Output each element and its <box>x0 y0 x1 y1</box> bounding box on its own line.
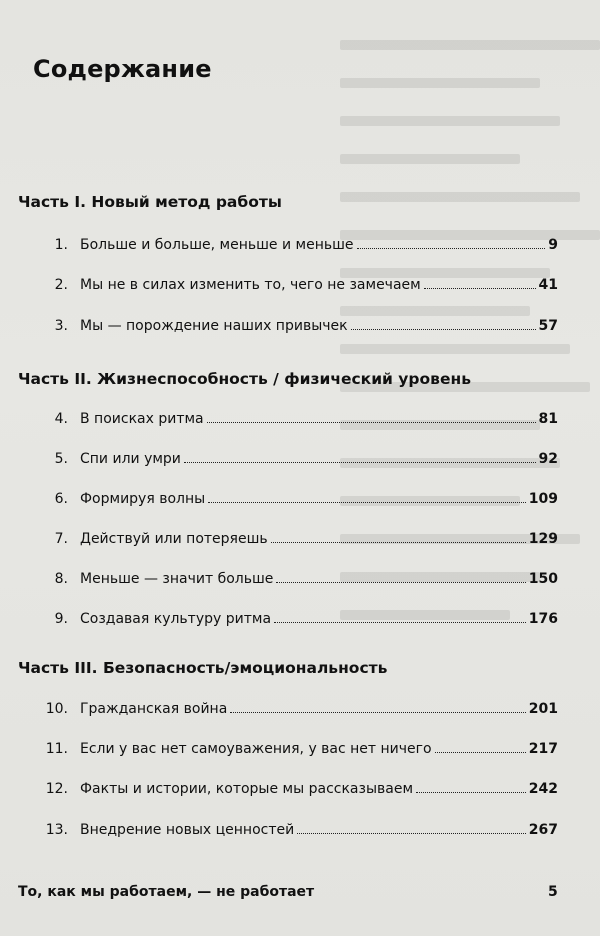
leader-dots <box>424 288 536 289</box>
leader-dots <box>351 329 536 330</box>
running-title: То, как мы работаем, — не работает <box>18 884 315 900</box>
part-heading: Часть II. Жизнеспособность / физический уровень <box>18 370 471 388</box>
entry-title: Спи или умри <box>80 451 181 467</box>
entry-title: Больше и больше, меньше и меньше <box>80 237 354 253</box>
toc-entry[interactable] <box>18 485 558 507</box>
entry-number: 6. <box>54 491 68 507</box>
entry-page: 242 <box>528 781 558 797</box>
entry-page: 9 <box>548 237 558 253</box>
leader-dots <box>276 582 525 583</box>
entry-page: 129 <box>528 531 558 547</box>
entry-number: 9. <box>54 611 68 627</box>
leader-dots <box>208 502 526 503</box>
toc-entry[interactable] <box>18 405 558 427</box>
entry-page: 217 <box>528 741 558 757</box>
entry-page: 201 <box>528 701 558 717</box>
entry-title: Если у вас нет самоуважения, у вас нет ничего <box>80 741 432 757</box>
entry-title: Действуй или потеряешь <box>80 531 268 547</box>
toc-entry[interactable] <box>18 565 558 587</box>
entry-number: 10. <box>45 701 68 717</box>
part-heading: Часть III. Безопасность/эмоциональность <box>18 659 388 677</box>
entry-number: 4. <box>54 411 68 427</box>
entry-title: Формируя волны <box>80 491 206 507</box>
leader-dots <box>184 462 536 463</box>
entry-title: Гражданская война <box>80 701 228 717</box>
entry-number: 5. <box>54 451 68 467</box>
leader-dots <box>416 792 526 793</box>
toc-entry[interactable] <box>18 231 558 253</box>
entry-page: 57 <box>538 318 558 334</box>
leader-dots <box>435 752 526 753</box>
leader-dots <box>274 622 526 623</box>
toc-entry[interactable] <box>18 816 558 838</box>
leader-dots <box>207 422 536 423</box>
entry-page: 109 <box>528 491 558 507</box>
entry-number: 13. <box>45 822 68 838</box>
entry-page: 176 <box>528 611 558 627</box>
entry-title: Создавая культуру ритма <box>80 611 272 627</box>
entry-title: Мы не в силах изменить то, чего не замечаем <box>80 277 421 293</box>
toc-entry[interactable] <box>18 445 558 467</box>
toc-entry[interactable] <box>18 605 558 627</box>
leader-dots <box>230 712 525 713</box>
entry-page: 41 <box>538 277 558 293</box>
toc-entry[interactable] <box>18 695 558 717</box>
entry-page: 81 <box>538 411 558 427</box>
entry-page: 92 <box>538 451 558 467</box>
entry-number: 2. <box>54 277 68 293</box>
toc-entry[interactable] <box>18 525 558 547</box>
entry-title: В поисках ритма <box>80 411 204 427</box>
entry-number: 11. <box>45 741 68 757</box>
entry-number: 8. <box>54 571 68 587</box>
toc-title: Содержание <box>33 55 212 83</box>
entry-number: 3. <box>54 318 68 334</box>
entry-page: 150 <box>528 571 558 587</box>
entry-number: 1. <box>54 237 68 253</box>
folio-page-number: 5 <box>548 884 558 900</box>
entry-number: 7. <box>54 531 68 547</box>
entry-title: Факты и истории, которые мы рассказываем <box>80 781 414 797</box>
entry-title: Мы — порождение наших привычек <box>80 318 348 334</box>
leader-dots <box>357 248 546 249</box>
entry-title: Меньше — значит больше <box>80 571 274 587</box>
toc-entry[interactable] <box>18 271 558 293</box>
entry-page: 267 <box>528 822 558 838</box>
entry-number: 12. <box>45 781 68 797</box>
leader-dots <box>297 833 526 834</box>
toc-entry[interactable] <box>18 775 558 797</box>
toc-entry[interactable] <box>18 735 558 757</box>
part-heading: Часть I. Новый метод работы <box>18 193 282 211</box>
toc-entry[interactable] <box>18 312 558 334</box>
leader-dots <box>271 542 526 543</box>
entry-title: Внедрение новых ценностей <box>80 822 295 838</box>
